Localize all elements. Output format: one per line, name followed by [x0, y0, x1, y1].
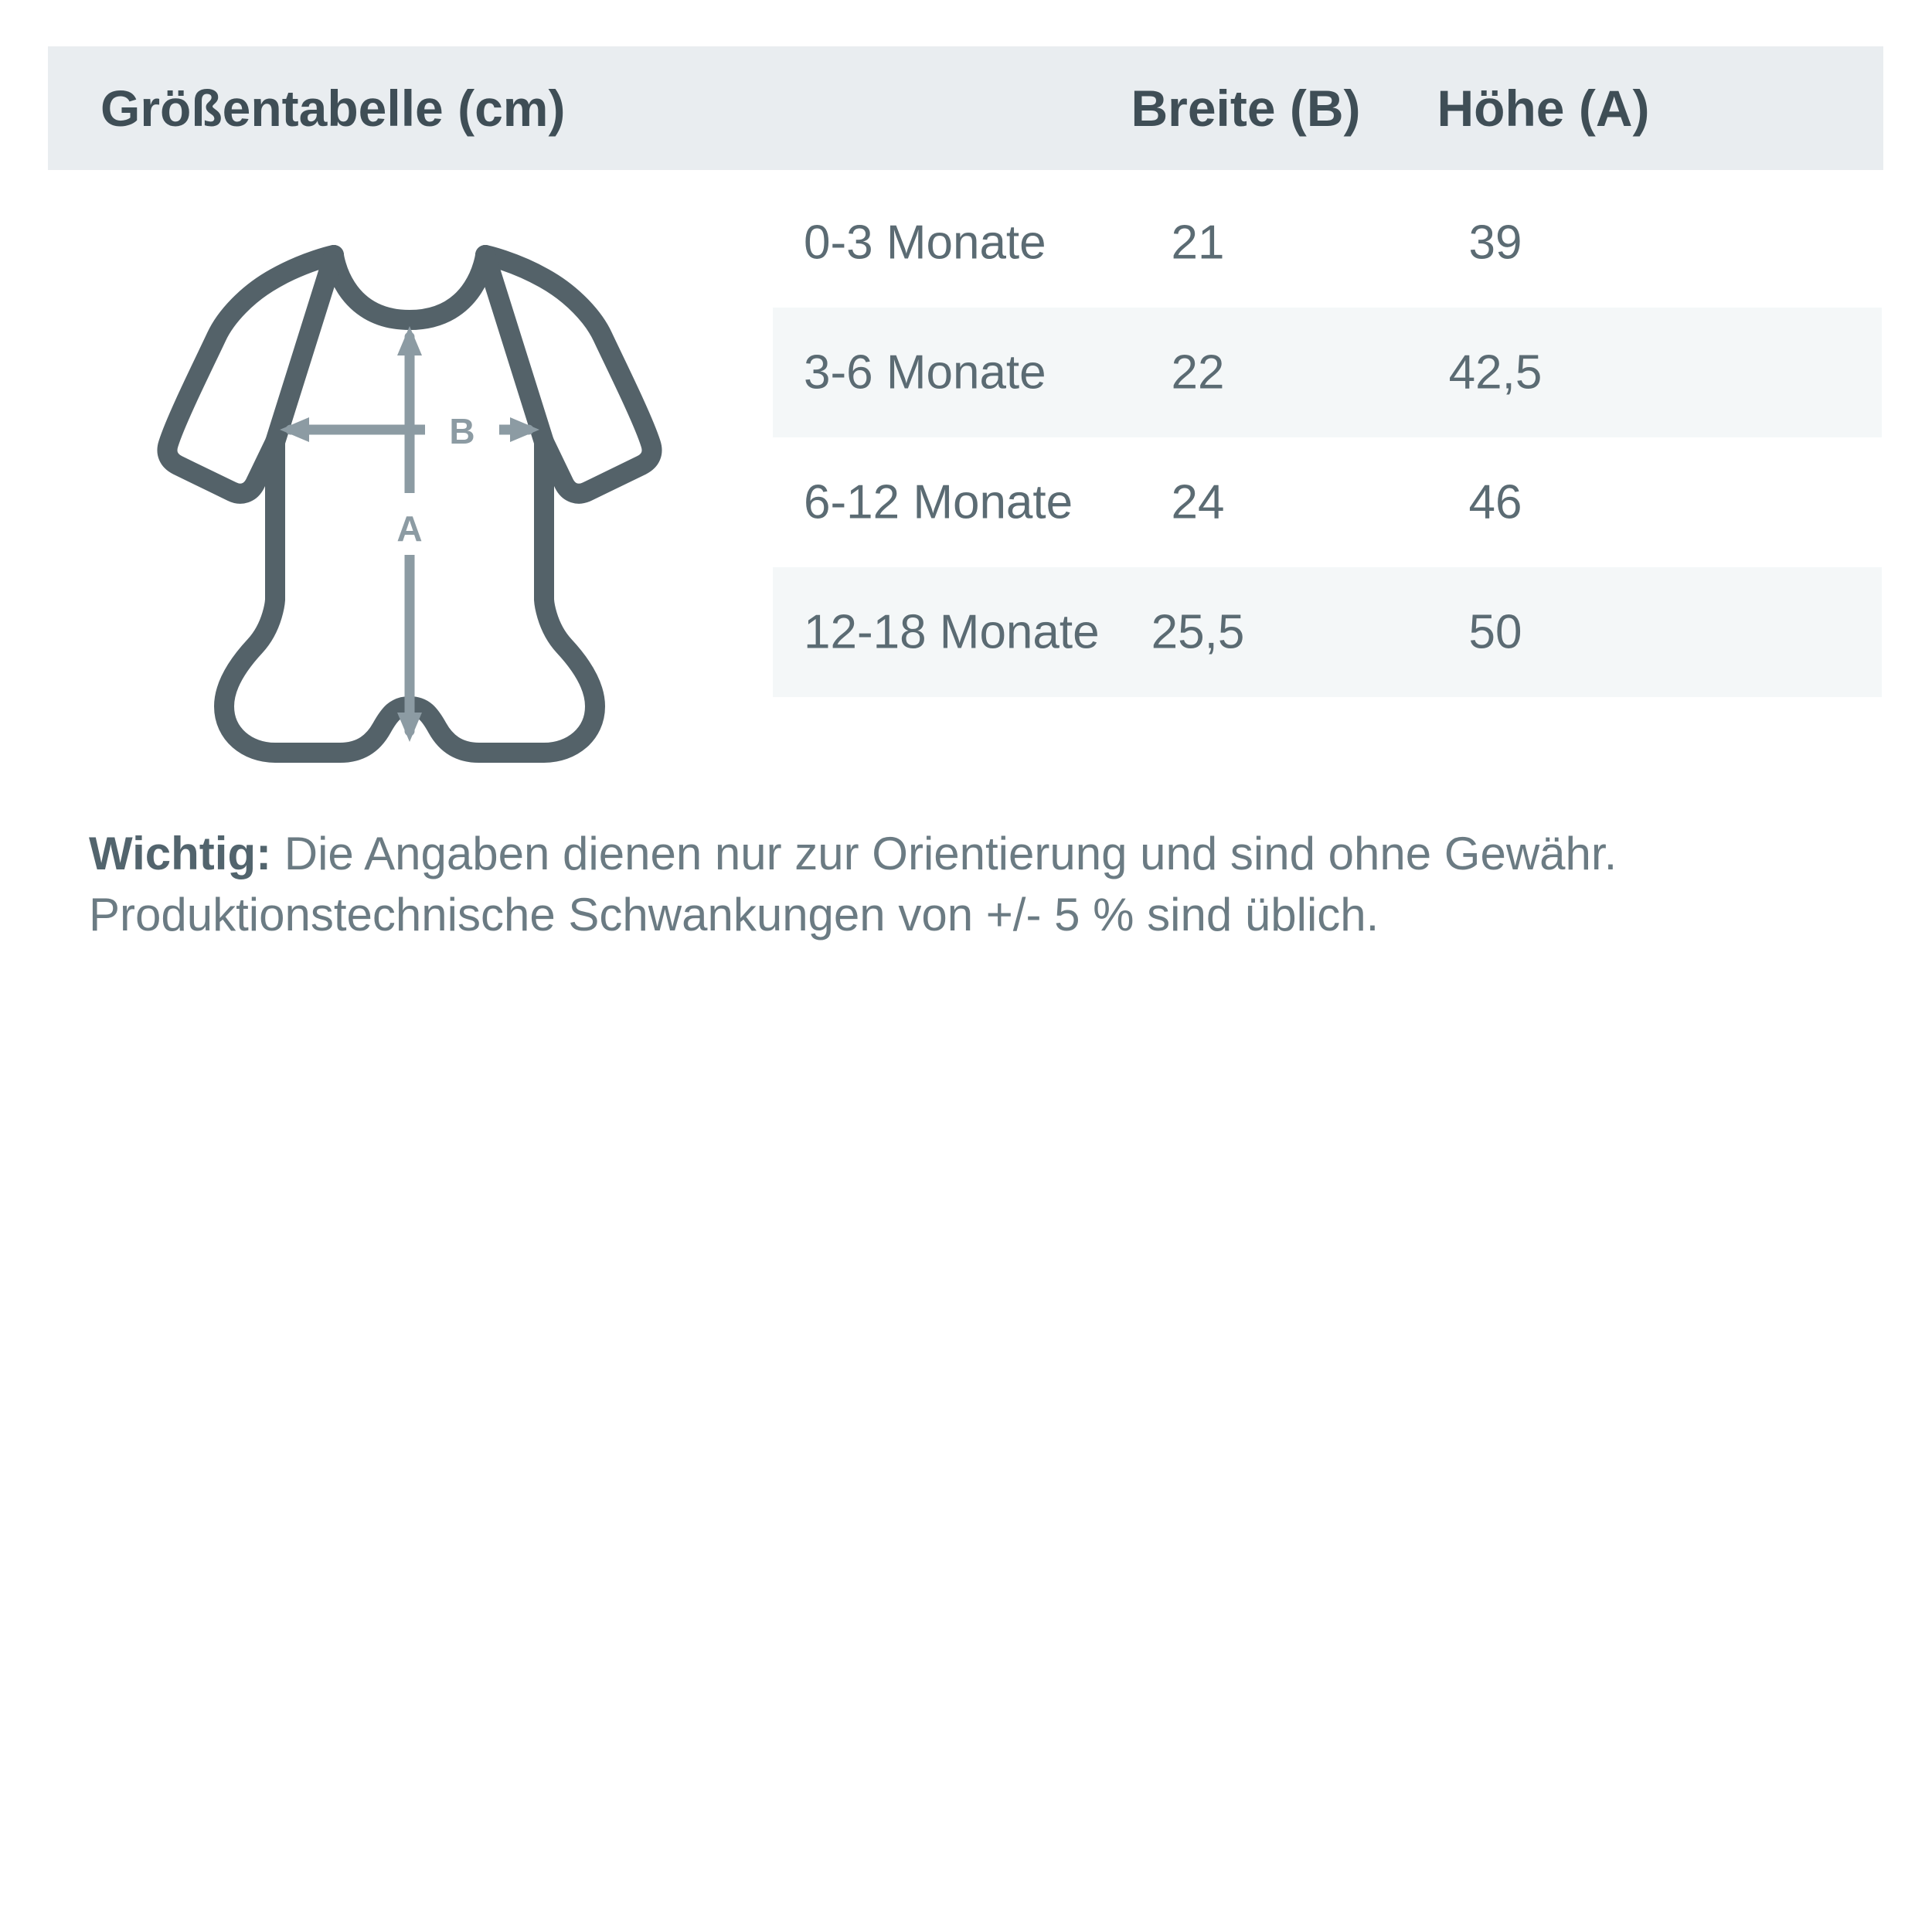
table-header-band	[48, 46, 1883, 170]
cell-height: 46	[1468, 475, 1522, 529]
table-row	[773, 308, 1882, 437]
cell-height: 50	[1468, 605, 1522, 659]
figure-label-width: B	[449, 411, 475, 451]
column-header-width: Breite (B)	[1131, 80, 1361, 137]
baby-bodysuit-icon	[139, 224, 680, 781]
cell-width: 22	[1171, 345, 1225, 400]
disclaimer-label: Wichtig:	[89, 828, 272, 879]
disclaimer-note	[89, 823, 1859, 945]
cell-width: 24	[1171, 475, 1225, 529]
cell-size: 3-6 Monate	[804, 345, 1046, 400]
cell-height: 39	[1468, 216, 1522, 270]
table-row	[773, 178, 1882, 308]
column-header-height: Höhe (A)	[1437, 80, 1650, 137]
disclaimer-line-2: Produktionstechnische Schwankungen von +/- 5 % sind üblich.	[89, 889, 1379, 941]
cell-size: 0-3 Monate	[804, 216, 1046, 270]
disclaimer-line-1: Die Angaben dienen nur zur Orientierung und sind ohne Gewähr.	[271, 828, 1617, 879]
page-title: Größentabelle (cm)	[100, 80, 566, 137]
figure-label-height: A	[396, 509, 423, 549]
cell-width: 21	[1171, 216, 1225, 270]
size-table	[773, 178, 1882, 697]
cell-size: 12-18 Monate	[804, 605, 1100, 659]
table-row	[773, 567, 1882, 697]
cell-height: 42,5	[1448, 345, 1543, 400]
table-row	[773, 437, 1882, 567]
cell-size: 6-12 Monate	[804, 475, 1073, 529]
cell-width: 25,5	[1151, 605, 1245, 659]
